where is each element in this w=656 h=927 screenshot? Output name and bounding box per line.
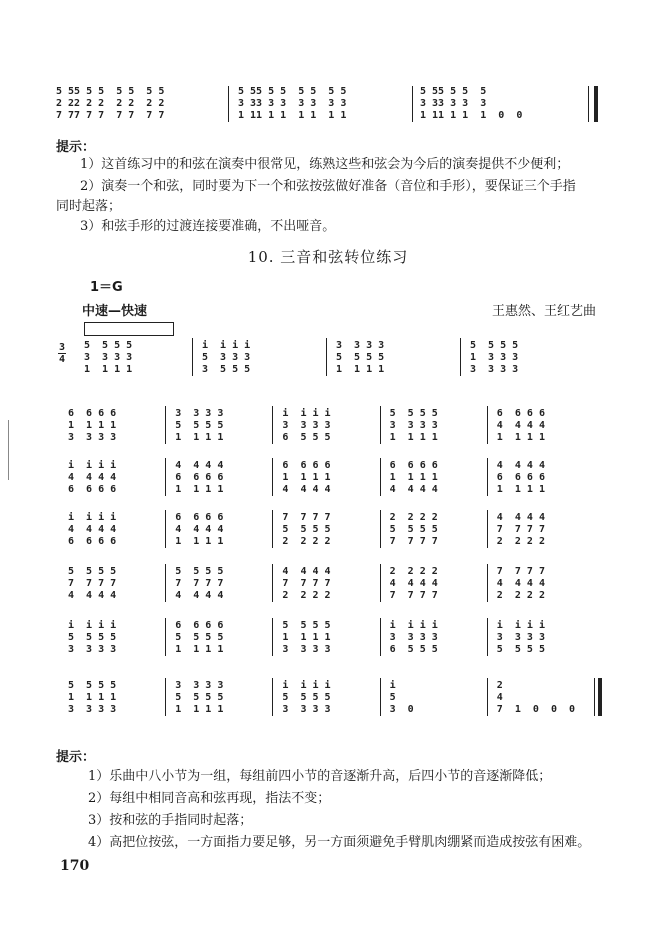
key-signature: 1＝G (90, 280, 123, 295)
barline (165, 510, 166, 548)
hints-top-line-4: 3）和弦手形的过渡连接要准确，不出哑音。 (80, 219, 336, 234)
measure: i i i i 3 3 3 3 6 5 5 5 (389, 620, 438, 655)
measure: 5 5 5 5 7 7 7 7 4 4 4 4 (68, 566, 117, 601)
barline (272, 618, 273, 656)
top-staff-group-2: 5 55 5 5 5 5 5 5 3 33 3 3 3 3 3 3 1 11 1 1 1 1 1 1 (238, 86, 347, 121)
barline (380, 458, 381, 496)
hints-top-line-3: 同时起落； (56, 199, 122, 214)
barline (165, 564, 166, 602)
barline (272, 458, 273, 496)
tremolo-box (84, 322, 174, 336)
measure: 6 6 6 6 4 4 4 4 1 1 1 1 (175, 512, 224, 547)
piece-title: 10. 三音和弦转位练习 (247, 248, 409, 266)
final-barline-thick (598, 678, 602, 716)
barline (412, 86, 413, 122)
measure: 2 2 2 2 4 4 4 4 7 7 7 7 (389, 566, 438, 601)
measure: 5 5 5 5 3 3 3 3 1 1 1 1 (389, 408, 438, 443)
barline (460, 338, 461, 376)
measure: 4 4 4 4 7 7 7 7 2 2 2 2 (282, 566, 331, 601)
measure: i i i i 4 4 4 4 6 6 6 6 (68, 460, 117, 495)
time-signature-top: 3 (58, 342, 66, 353)
hints-bottom-line-2: 2）每组中相同音高和弦再现，指法不变； (88, 791, 331, 806)
measure: 5 5 5 5 1 1 1 1 3 3 3 3 (68, 680, 117, 715)
barline (165, 678, 166, 716)
barline (380, 618, 381, 656)
barline (165, 458, 166, 496)
measure: 3 3 3 3 5 5 5 5 1 1 1 1 (175, 408, 224, 443)
barline (487, 406, 488, 444)
measure: 5 5 5 5 7 7 7 7 4 4 4 4 (175, 566, 224, 601)
measure: i i i i 5 5 5 5 3 3 3 3 (68, 620, 117, 655)
composer-credit: 王惠然、王红艺曲 (491, 304, 596, 319)
measure: 5 5 5 5 1 1 1 1 3 3 3 3 (282, 620, 331, 655)
measure: i 5 3 0 (389, 680, 414, 715)
time-signature (58, 342, 66, 365)
measure: 6 6 6 6 1 1 1 1 3 3 3 3 (68, 408, 117, 443)
measure: i i i i 3 3 3 3 6 5 5 5 (282, 408, 331, 443)
measure: 7 7 7 7 5 5 5 5 2 2 2 2 (282, 512, 331, 547)
top-staff-group-1: 5 55 5 5 5 5 5 5 2 22 2 2 2 2 2 2 7 77 7 7 7 7 7 7 (56, 86, 165, 121)
measure: 6 6 6 6 4 4 4 4 1 1 1 1 (496, 408, 545, 443)
measure: i i i i 4 4 4 4 6 6 6 6 (68, 512, 117, 547)
top-staff-group-3: 5 55 5 5 5 3 33 3 3 3 1 11 1 1 1 0 0 (420, 86, 523, 121)
barline (487, 618, 488, 656)
barline (380, 564, 381, 602)
measure: 7 7 7 7 4 4 4 4 2 2 2 2 (496, 566, 545, 601)
measure: 3 3 3 3 5 5 5 5 1 1 1 1 (336, 340, 385, 375)
measure: i i i i 3 3 3 3 5 5 5 5 (496, 620, 545, 655)
time-signature-bottom: 4 (58, 354, 66, 365)
hints-top-line-1: 1）这首练习中的和弦在演奏中很常见，练熟这些和弦会为今后的演奏提供不少便利； (80, 157, 570, 172)
final-barline-thick (594, 86, 598, 122)
hints-bottom-line-3: 3）按和弦的手指同时起落； (88, 813, 253, 828)
barline (380, 678, 381, 716)
barline (165, 406, 166, 444)
barline (272, 406, 273, 444)
measure: 4 4 4 4 7 7 7 7 2 2 2 2 (496, 512, 545, 547)
final-barline-thin (588, 86, 589, 122)
measure: 6 6 6 6 1 1 1 1 4 4 4 4 (282, 460, 331, 495)
measure: 4 4 4 4 6 6 6 6 1 1 1 1 (496, 460, 545, 495)
barline (272, 678, 273, 716)
measure: 5 5 5 5 1 3 3 3 3 3 3 3 (470, 340, 519, 375)
barline (272, 564, 273, 602)
hints-top-line-2: 2）演奏一个和弦，同时要为下一个和弦按弦做好准备（音位和手形），要保证三个手指 (80, 179, 576, 194)
barline (228, 86, 229, 122)
measure: i i i i 5 5 5 5 3 3 3 3 (282, 680, 331, 715)
barline (165, 618, 166, 656)
barline (487, 458, 488, 496)
hints-bottom-line-4: 4）高把位按弦，一方面指力要足够，另一方面须避免手臂肌肉绷紧而造成按弦有困难。 (88, 835, 591, 850)
hints-bottom-line-1: 1）乐曲中八小节为一组，每组前四小节的音逐渐升高，后四小节的音逐渐降低； (88, 769, 552, 784)
barline (487, 564, 488, 602)
barline (487, 510, 488, 548)
barline (192, 338, 193, 376)
barline (326, 338, 327, 376)
measure: 6 6 6 6 5 5 5 5 1 1 1 1 (175, 620, 224, 655)
margin-line (8, 420, 9, 480)
hints-bottom-label: 提示： (56, 750, 96, 765)
barline (487, 678, 488, 716)
measure: i i i i 5 3 3 3 3 5 5 5 (202, 340, 251, 375)
measure: 2 2 2 2 5 5 5 5 7 7 7 7 (389, 512, 438, 547)
measure: 5 5 5 5 3 3 3 3 1 1 1 1 (84, 340, 133, 375)
measure: 2 4 7 1 0 0 0 (496, 680, 576, 715)
page-number: 170 (60, 858, 90, 874)
barline (380, 406, 381, 444)
tempo-marking: 中速—快速 (82, 304, 148, 319)
barline (272, 510, 273, 548)
barline (594, 678, 595, 716)
measure: 4 4 4 4 6 6 6 6 1 1 1 1 (175, 460, 224, 495)
measure: 6 6 6 6 1 1 1 1 4 4 4 4 (389, 460, 438, 495)
measure: 3 3 3 3 5 5 5 5 1 1 1 1 (175, 680, 224, 715)
hints-top-label: 提示： (56, 140, 96, 155)
barline (380, 510, 381, 548)
